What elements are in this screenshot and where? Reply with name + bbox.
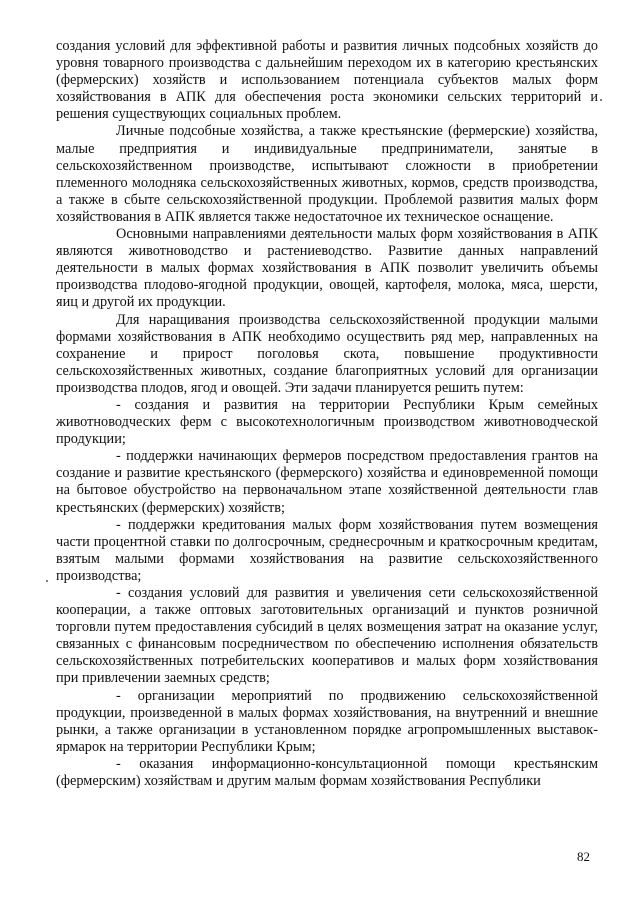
page-number: 82 [577, 849, 590, 864]
list-item-credit-support: - поддержки кредитования малых форм хозяйствования путем возмещения части процентной ставки по долгосрочным, среднесрочным и краткосрочным кредитам, взятым малыми формами хозяйствования на развитие сельскохозяйственного производства; [56, 516, 598, 584]
list-item-family-farms: - создания и развития на территории Республики Крым семейных животноводческих ферм с высокотехнологичным производством животноводческой продукции; [56, 396, 598, 448]
paragraph-problems: Личные подсобные хозяйства, а также крестьянские (фермерские) хозяйства, малые предприятия и индивидуальные предприниматели, занятые в сельскохозяйственном производстве, испытывают сложности в приобретении племенного молодняка сельскохозяйственных животных, кормов, средств производства, а также в сбыте сельскохозяйственной продукции. Проблемой развития малых форм хозяйствования в АПК является также недостаточное их техническое оснащение. [56, 123, 598, 225]
paragraph-measures: Для наращивания производства сельскохозяйственной продукции малыми формами хозяйствования в АПК необходимо осуществить ряд мер, направленных на сохранение и прирост поголовья скота, повышение продуктивности сельскохозяйственных животных, создание благоприятных условий для организации производства плодов, ягод и овощей. Эти задачи планируется решить путем: [56, 311, 598, 396]
list-item-promotion: - организации мероприятий по продвижению сельскохозяйственной продукции, произведенной в малых формах хозяйствования, на внутренний и внешние рынки, а также организации в установленном порядке агропромышленных выставок-ярмарок на территории Республики Крым; [56, 687, 598, 755]
scan-speck [600, 99, 602, 101]
list-item-novice-farmers: - поддержки начинающих фермеров посредством предоставления грантов на создание и развитие крестьянского (фермерского) хозяйства и единовременной помощи на бытовое обустройство на первоначальном этапе хозяйственной деятельности глав крестьянских (фермерских) хозяйств; [56, 448, 598, 516]
scan-speck [46, 580, 48, 582]
paragraph-directions: Основными направлениями деятельности малых форм хозяйствования в АПК являются животноводство и растениеводство. Развитие данных направлений деятельности в малых формах хозяйствования в АПК позволит увеличить объемы производства плодово-ягодной продукции, овощей, картофеля, молока, мяса, шерсти, яиц и другой их продукции. [56, 226, 598, 311]
list-item-cooperation: - создания условий для развития и увеличения сети сельскохозяйственной кооперации, а также оптовых заготовительных организаций и пунктов розничной торговли путем предоставления субсидий в целях возмещения затрат на оказание услуг, связанных с финансовым посредничеством по обеспечению исполнения обязательств сельскохозяйственных потребительских кооперативов и малых форм хозяйствования при привлечении заемных средств; [56, 585, 598, 687]
paragraph-continuation: создания условий для эффективной работы и развития личных подсобных хозяйств до уровня товарного производства с дальнейшим переходом их в категорию крестьянских (фермерских) хозяйств и использованием потенциала субъектов малых форм хозяйствования в АПК для обеспечения роста экономики сельских территорий и решения существующих социальных проблем. [56, 38, 598, 123]
list-item-consulting: - оказания информационно-консультационной помощи крестьянским (фермерским) хозяйствам и другим малым формам хозяйствования Республики [56, 755, 598, 790]
